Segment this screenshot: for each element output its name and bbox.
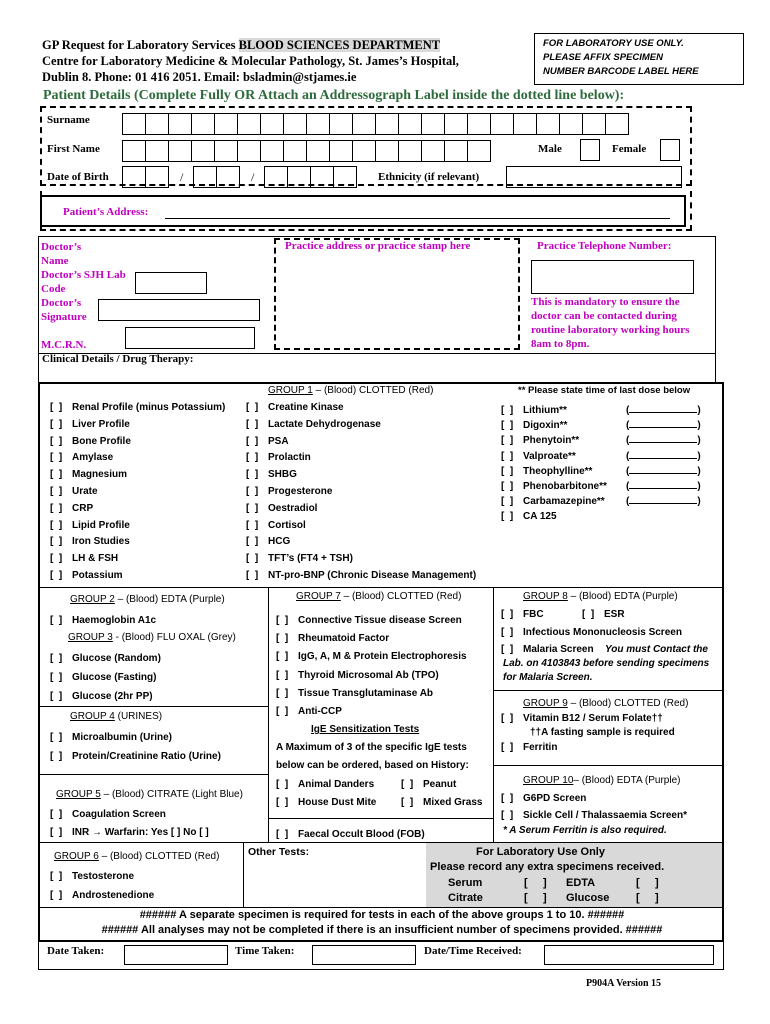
dob-month-cells[interactable] [193,166,239,188]
test-checkbox[interactable]: [ ] Cortisol [246,519,306,531]
ferritin-note: * A Serum Ferritin is also required. [503,825,667,836]
divider [493,587,723,588]
form-version: P904A Version 15 [586,978,662,989]
test-checkbox[interactable]: [ ] TFT’s (FT4 + TSH) [246,553,353,565]
date-received-label: Date/Time Received: [424,945,522,957]
practice-address-label: Practice address or practice stamp here [285,240,471,252]
patient-address-line [165,218,670,219]
test-checkbox[interactable]: [ ] Amylase [50,452,114,464]
centre-line: Centre for Laboratory Medicine & Molecular Pathology, St. James’s Hospital, [42,54,459,68]
divider [493,765,723,766]
test-checkbox[interactable]: [ ] Urate [50,485,98,497]
male-checkbox[interactable] [580,139,600,161]
test-checkbox[interactable]: [ ] House Dust Mite [276,797,377,808]
test-checkbox[interactable]: [ ] G6PD Screen [501,793,587,804]
group1-col1 [50,400,225,585]
test-checkbox[interactable]: [ ] FBC [501,609,544,620]
group1-col3 [501,403,607,525]
clinical-details-label: Clinical Details / Drug Therapy: [42,353,194,365]
time-taken-label: Time Taken: [235,945,295,957]
test-checkbox[interactable]: [ ] PSA [246,435,289,447]
test-checkbox[interactable]: [ ] Glucose (Fasting) [50,672,157,683]
divider [268,587,269,842]
test-checkbox[interactable]: [ ] Progesterone [246,485,333,497]
divider [493,690,723,691]
lab-use-line: PLEASE AFFIX SPECIMEN [543,52,663,63]
test-checkbox[interactable]: [ ] Androstenedione [50,890,155,901]
edta-label: EDTA [566,877,596,889]
test-checkbox[interactable]: [ ] Testosterone [50,871,135,882]
doctor-signature-label: Doctor’s Signature [41,297,87,323]
test-checkbox[interactable]: [ ] Bone Profile [50,435,131,447]
test-checkbox[interactable]: [ ] Mixed Grass [401,797,483,808]
practice-phone-label: Practice Telephone Number: [537,240,672,252]
edta-checkbox[interactable]: [ ] [636,877,659,889]
test-checkbox[interactable]: [ ] Ferritin [501,742,558,753]
glucose-checkbox[interactable]: [ ] [636,892,659,904]
mandatory-note: This is mandatory to ensure the doctor can be contacted during routine laboratory working hours 8am to 8pm. [531,296,690,350]
patient-address-label: Patient’s Address: [63,206,149,218]
first-name-label: First Name [47,143,100,155]
first-name-cells[interactable] [122,140,490,162]
dob-year-cells[interactable] [264,166,356,188]
lab-use-line: FOR LABORATORY USE ONLY. [543,38,684,49]
test-checkbox[interactable]: [ ] ESR [582,609,625,620]
test-checkbox[interactable]: [ ] HCG [246,536,291,548]
group1-title: GROUP 1 – (Blood) CLOTTED (Red) [268,385,434,396]
malaria-warning: You must Contact the Lab. on 4103843 before sending specimens for Malaria Screen. [503,644,710,683]
divider [40,587,494,588]
lab-code-input[interactable] [135,272,207,294]
test-checkbox[interactable]: [ ] Glucose (Random) [50,653,161,664]
date-received-input[interactable] [544,945,714,965]
test-checkbox[interactable]: [ ] Valproate** [501,450,576,462]
test-checkbox[interactable]: [ ] CRP [50,502,94,514]
department-title: BLOOD SCIENCES DEPARTMENT [238,38,441,52]
test-checkbox[interactable]: [ ] Sickle Cell / Thalassaemia Screen* [501,810,687,821]
citrate-label: Citrate [448,892,483,904]
insufficient-specimen-warning: ###### All analyses may not be completed if there is an insufficient number of specimens provided. ###### [101,924,663,936]
group8-title: GROUP 8 – (Blood) EDTA (Purple) [523,591,678,602]
group5-title: GROUP 5 – (Blood) CITRATE (Light Blue) [56,789,243,800]
form-title: GP Request for Laboratory Services [42,38,236,52]
test-checkbox[interactable]: [ ] Tissue Transglutaminase Ab [276,687,434,699]
test-checkbox[interactable]: [ ] Coagulation Screen [50,809,166,820]
serum-label: Serum [448,877,483,889]
other-tests-area[interactable] [244,860,424,906]
lab-use-record: Please record any extra specimens received. [430,861,665,873]
test-checkbox[interactable]: [ ] Liver Profile [50,418,130,430]
group3-title: GROUP 3 - (Blood) FLU OXAL (Grey) [68,632,236,643]
surname-label: Surname [47,114,90,126]
lab-barcode-area [534,33,744,85]
lab-use-line: NUMBER BARCODE LABEL HERE [543,66,699,77]
divider [40,907,724,908]
mcrn-input[interactable] [125,327,255,349]
group1-dose-note: ** Please state time of last dose below [518,385,691,396]
contact-line: Dublin 8. Phone: 01 416 2051. Email: bsladmin@stjames.ie [42,70,357,84]
test-checkbox[interactable]: [ ] Oestradiol [246,502,318,514]
dose-time-fields[interactable]: ( ) ( ) ( ) ( ) ( ) ( ) ( ) [626,405,701,508]
test-checkbox[interactable]: [ ] Lactate Dehydrogenase [246,418,381,430]
test-checkbox[interactable]: [ ] LH & FSH [50,553,119,565]
ethnicity-input[interactable] [506,166,682,188]
divider [40,706,268,707]
female-label: Female [612,143,647,155]
practice-phone-input[interactable] [531,260,694,294]
separate-specimen-warning: ###### A separate specimen is required for tests in each of the above groups 1 to 10. ###### [139,909,625,921]
group2-title: GROUP 2 – (Blood) EDTA (Purple) [70,594,225,605]
test-checkbox[interactable]: [ ] Phenobarbitone** [501,481,607,493]
date-taken-input[interactable] [124,945,228,965]
surname-cells[interactable] [122,113,628,135]
test-checkbox[interactable]: [ ] Renal Profile (minus Potassium) [50,402,226,413]
inr-warfarin-checkbox[interactable]: [ ] INR → Warfarin: Yes [ ] No [ ] [50,827,209,838]
test-checkbox[interactable]: [ ] Vitamin B12 / Serum Folate†† [501,713,663,724]
test-checkbox[interactable]: [ ] Digoxin** [501,420,568,432]
test-checkbox[interactable]: [ ] Glucose (2hr PP) [50,691,153,702]
test-checkbox[interactable]: [ ] Iron Studies [50,536,130,548]
test-checkbox[interactable]: [ ] Theophylline** [501,465,593,477]
male-label: Male [538,143,562,155]
test-checkbox[interactable]: [ ] Lithium** [501,405,567,416]
test-checkbox[interactable]: [ ] Faecal Occult Blood (FOB) [276,829,425,840]
group7-title: GROUP 7 – (Blood) CLOTTED (Red) [296,591,462,602]
test-checkbox[interactable]: [ ] Thyroid Microsomal Ab (TPO) [276,669,439,681]
test-checkbox[interactable]: [ ] SHBG [246,469,297,481]
ethnicity-label: Ethnicity (if relevant) [378,171,480,183]
glucose-label: Glucose [566,892,610,904]
test-checkbox[interactable]: [ ] IgG, A, M & Protein Electrophoresis [276,651,467,663]
date-taken-label: Date Taken: [47,945,105,957]
test-checkbox[interactable]: [ ] Malaria Screen [501,644,594,655]
test-checkbox[interactable]: [ ] Creatine Kinase [246,402,344,413]
time-taken-input[interactable] [312,945,416,965]
header-block [42,37,532,85]
test-checkbox[interactable]: [ ] Lipid Profile [50,519,130,531]
test-checkbox[interactable]: [ ] NT-pro-BNP (Chronic Disease Management) [246,569,477,581]
test-checkbox[interactable]: [ ] Rheumatoid Factor [276,633,390,645]
mcrn-label: M.C.R.N. [41,339,87,351]
dob-label: Date of Birth [47,171,109,183]
test-checkbox[interactable]: [ ] Connective Tissue disease Screen [276,615,462,626]
test-checkbox[interactable]: [ ] CA 125 [501,511,557,523]
ige-note: A Maximum of 3 of the specific IgE tests [276,742,467,753]
test-checkbox[interactable]: [ ] Potassium [50,569,123,581]
group10-title: GROUP 10– (Blood) EDTA (Purple) [523,775,681,786]
divider [40,774,268,775]
test-checkbox[interactable]: [ ] Infectious Mononucleosis Screen [501,627,682,638]
citrate-checkbox[interactable]: [ ] [524,892,547,904]
patient-details-title: Patient Details (Complete Fully OR Attach an Addressograph Label inside the dotted line below): [43,88,625,103]
other-tests-label: Other Tests: [248,846,310,858]
group6-title: GROUP 6 – (Blood) CLOTTED (Red) [54,851,220,862]
dob-separator: / [180,170,184,184]
lab-use-title: For Laboratory Use Only [476,846,605,858]
test-checkbox[interactable]: [ ] Peanut [401,779,457,790]
group1-col2 [246,400,476,585]
divider [268,818,493,819]
signature-input[interactable] [98,299,260,321]
female-checkbox[interactable] [660,139,680,161]
test-checkbox[interactable]: [ ] Carbamazepine** [501,496,605,508]
practice-stamp-area[interactable] [274,238,520,350]
group7-items [276,612,467,721]
test-checkbox[interactable]: [ ] Microalbumin (Urine) [50,732,173,743]
ige-note: below can be ordered, based on History: [276,760,469,771]
dob-day-cells[interactable] [122,166,168,188]
group9-title: GROUP 9 – (Blood) CLOTTED (Red) [523,698,689,709]
clinical-details-area[interactable] [38,352,716,382]
test-checkbox[interactable]: [ ] Phenytoin** [501,435,580,447]
divider [493,587,494,842]
doctor-lab-code-label: Doctor’s SJH Lab Code [41,269,126,295]
test-checkbox[interactable]: [ ] Haemoglobin A1c [50,615,157,626]
ige-title: IgE Sensitization Tests [311,724,420,735]
test-checkbox[interactable]: [ ] Magnesium [50,469,128,481]
fasting-note: ††A fasting sample is required [530,727,675,738]
test-checkbox[interactable]: [ ] Prolactin [246,452,311,464]
doctor-name-label: Doctor’s Name [41,241,82,267]
serum-checkbox[interactable]: [ ] [524,877,547,889]
dob-separator: / [251,170,255,184]
group4-title: GROUP 4 (URINES) [70,711,163,722]
test-checkbox[interactable]: [ ] Animal Danders [276,779,375,790]
test-checkbox[interactable]: [ ] Protein/Creatinine Ratio (Urine) [50,751,221,762]
test-checkbox[interactable]: [ ] Anti-CCP [276,706,342,718]
